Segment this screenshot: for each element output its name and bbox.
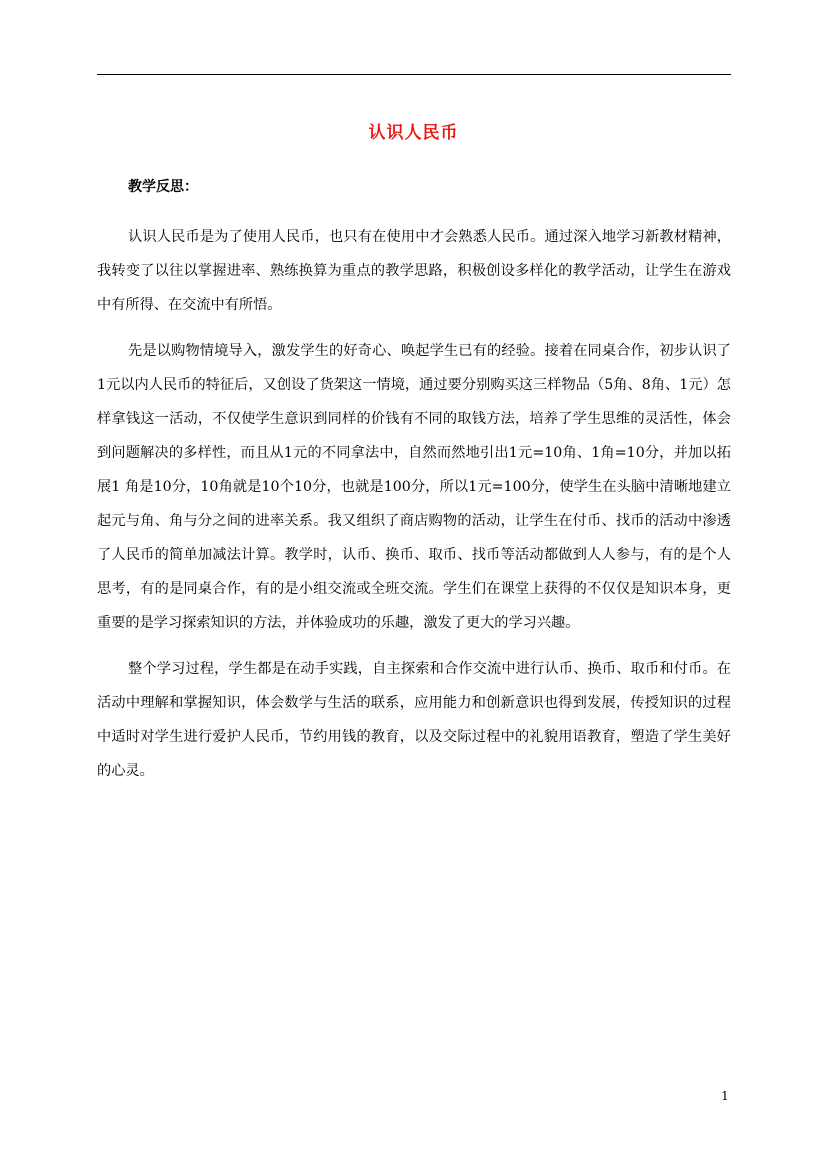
document-title: 认识人民币 [368, 123, 459, 143]
section-label: 教学反思： [128, 179, 198, 195]
page-number: 1 [721, 1089, 729, 1103]
document-body [97, 220, 731, 800]
paragraph-3: 整个学习过程，学生都是在动手实践，自主探索和合作交流中进行认币、换币、取币和付币。在活动中理解和掌握知识，体会数学与生活的联系，应用能力和创新意识也得到发展，传授知识的过程中适时对学生进行爱护人民币，节约用钱的教育，以及交际过程中的礼貌用语教育，塑造了学生美好的心灵。 [97, 661, 731, 779]
paragraph-1: 认识人民币是为了使用人民币，也只有在使用中才会熟悉人民币。通过深入地学习新教材精神，我转变了以往以掌握进率、熟练换算为重点的教学思路，积极创设多样化的教学活动，让学生在游戏中有所得、在交流中有所悟。 [97, 229, 731, 313]
paragraph-2: 先是以购物情境导入，激发学生的好奇心、唤起学生已有的经验。接着在同桌合作，初步认识了1元以内人民币的特征后，又创设了货架这一情境，通过要分别购买这三样物品（5角、8角、1元）怎样拿钱这一活动，不仅使学生意识到同样的价钱有不同的取钱方法，培养了学生思维的灵活性，体会到问题解决的多样性，而且从1元的不同拿法中，自然而然地引出1元=10角、1角=10分，并加以拓展1 角是10分，10角就是10个10分，也就是100分，所以1元=100分，使学生在头脑中清晰地建立起元与角、角与分之间的进率关系。我又组织了商店购物的活动，让学生在付币、找币的活动中渗透了人民币的简单加减法计算。教学时，认币、换币、取币、找币等活动都做到人人参与，有的是个人思考，有的是同桌合作，有的是小组交流或全班交流。学生们在课堂上获得的不仅仅是知识本身，更重要的是学习探索知识的方法，并体验成功的乐趣，激发了更大的学习兴趣。 [97, 343, 731, 631]
header-rule [97, 74, 731, 75]
